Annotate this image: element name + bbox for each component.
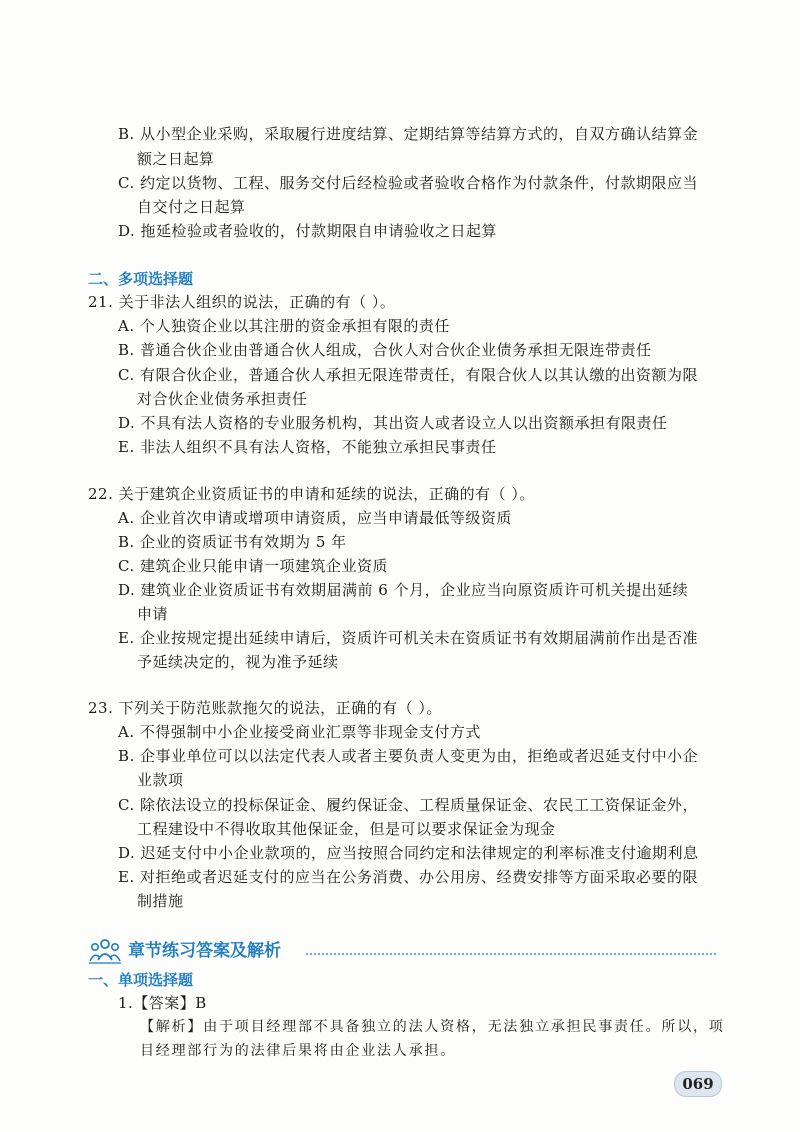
answer-1-analysis-line1: 【解析】由于项目经理部不具备独立的法人资格，无法独立承担民事责任。所以，项 — [140, 1019, 725, 1035]
question-21-option-c-line1: C. 有限合伙企业，普通合伙人承担无限连带责任，有限合伙人以其认缴的出资额为限 — [118, 366, 698, 384]
chapter-divider — [306, 953, 716, 955]
question-22-option-d-line1: D. 建筑业企业资质证书有效期届满前 6 个月，企业应当向原资质许可机关提出延续 — [118, 581, 689, 599]
prev-option-d: D. 拖延检验或者验收的，付款期限自申请验收之日起算 — [118, 222, 498, 240]
question-21-option-a: A. 个人独资企业以其注册的资金承担有限的责任 — [118, 317, 450, 335]
chapter-answers-header — [88, 936, 720, 966]
prev-option-c-line1: C. 约定以货物、工程、服务交付后经检验或者验收合格作为付款条件，付款期限应当 — [118, 174, 698, 192]
prev-option-c-line2: 自交付之日起算 — [137, 198, 246, 216]
question-21-stem: 21. 关于非法人组织的说法，正确的有（ ）。 — [88, 293, 396, 311]
chapter-title: 章节练习答案及解析 — [128, 941, 281, 961]
question-22-option-e-line1: E. 企业按规定提出延续申请后，资质许可机关未在资质证书有效期届满前作出是否准 — [118, 629, 698, 647]
question-23-option-e-line1: E. 对拒绝或者迟延支付的应当在公务消费、办公用房、经费安排等方面采取必要的限 — [118, 868, 698, 886]
page-number: 069 — [674, 1071, 722, 1097]
question-21-option-e: E. 非法人组织不具有法人资格，不能独立承担民事责任 — [118, 438, 497, 456]
question-22-option-e-line2: 予延续决定的，视为准予延续 — [137, 653, 339, 671]
question-22-option-b: B. 企业的资质证书有效期为 5 年 — [118, 533, 347, 551]
question-21-option-c-line2: 对合伙企业债务承担责任 — [137, 390, 308, 408]
question-23-option-e-line2: 制措施 — [137, 892, 184, 910]
question-23-option-b-line2: 业款项 — [137, 771, 184, 789]
question-23-option-c-line2: 工程建设中不得收取其他保证金，但是可以要求保证金为现金 — [137, 820, 556, 838]
question-23-option-a: A. 不得强制中小企业接受商业汇票等非现金支付方式 — [118, 723, 481, 741]
question-23-option-b-line1: B. 企事业单位可以以法定代表人或者主要负责人变更为由，拒绝或者迟延支付中小企 — [118, 747, 699, 765]
question-23-stem: 23. 下列关于防范账款拖欠的说法，正确的有（ ）。 — [88, 699, 442, 717]
prev-option-b-line2: 额之日起算 — [137, 150, 215, 168]
question-21-option-b: B. 普通合伙企业由普通合伙人组成，合伙人对合伙企业债务承担无限连带责任 — [118, 341, 652, 359]
question-23-option-c-line1: C. 除依法设立的投标保证金、履约保证金、工程质量保证金、农民工工资保证金外， — [118, 796, 698, 814]
section-title-multiple-choice: 二、多项选择题 — [88, 270, 194, 288]
prev-option-b-line1: B. 从小型企业采购，采取履行进度结算、定期结算等结算方式的，自双方确认结算金 — [118, 125, 699, 143]
question-22-option-d-line2: 申请 — [137, 605, 169, 623]
people-group-icon — [88, 936, 122, 966]
question-22-stem: 22. 关于建筑企业资质证书的申请和延续的说法，正确的有（ ）。 — [88, 485, 535, 503]
question-22-option-c: C. 建筑企业只能申请一项建筑企业资质 — [118, 557, 388, 575]
question-23-option-d: D. 迟延支付中小企业款项的，应当按照合同约定和法律规定的利率标准支付逾期利息 — [118, 844, 699, 862]
answer-1-label: 1.【答案】B — [118, 994, 207, 1012]
question-21-option-d: D. 不具有法人资格的专业服务机构，其出资人或者设立人以出资额承担有限责任 — [118, 414, 668, 432]
section-title-single-choice: 一、单项选择题 — [88, 971, 194, 989]
answer-1-analysis-line2: 目经理部行为的法律后果将由企业法人承担。 — [140, 1043, 456, 1059]
question-22-option-a: A. 企业首次申请或增项申请资质，应当申请最低等级资质 — [118, 509, 512, 527]
